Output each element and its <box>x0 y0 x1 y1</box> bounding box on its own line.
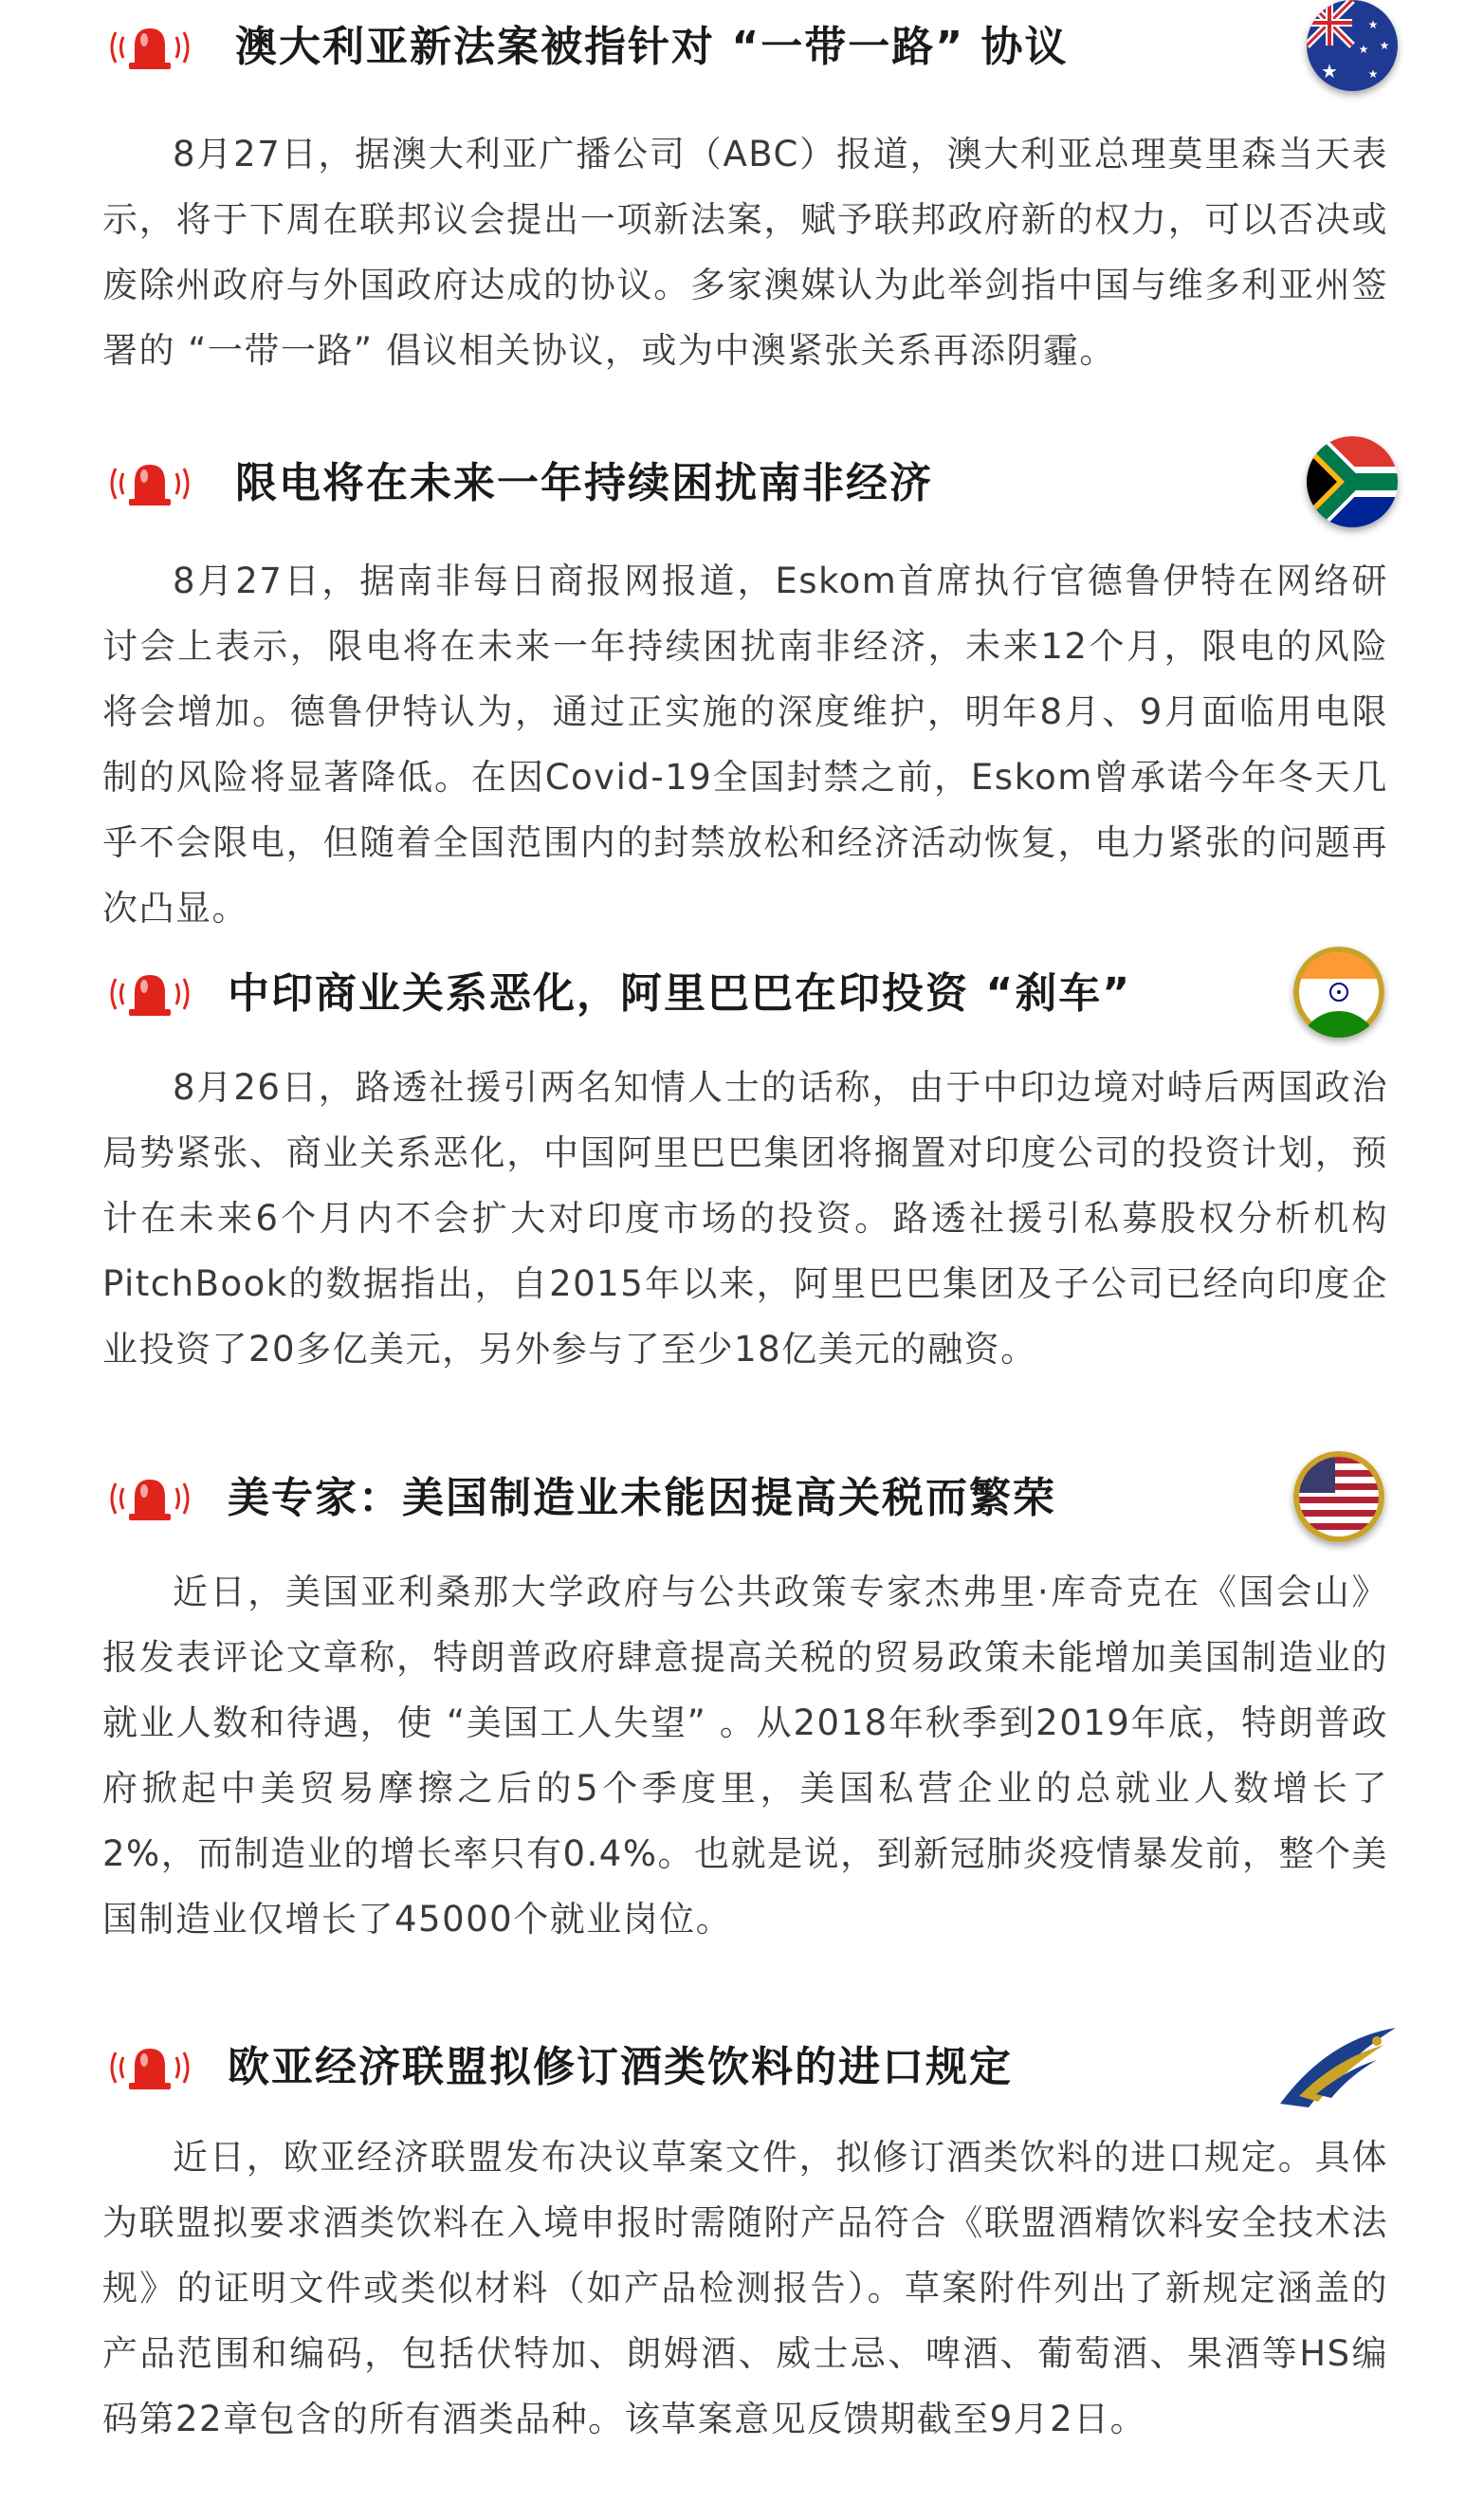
news-item-south-africa <box>0 436 1484 929</box>
south-africa-flag-icon <box>1307 436 1398 527</box>
news-item-usa <box>0 1451 1484 1940</box>
news-body: 近日，欧亚经济联盟发布决议草案文件，拟修订酒类饮料的进口规定。具体为联盟拟要求酒类饮料在入境申报时需随附产品符合《联盟酒精饮料安全技术法规》的证明文件或类似材料（如产品检测报告）。草案附件列出了新规定涵盖的产品范围和编码，包括伏特加、朗姆酒、威士忌、啤酒、葡萄酒、果酒等HS编码第22章包含的所有酒类品种。该草案意见反馈期截至9月2日。 <box>102 2137 1388 2439</box>
news-body: 8月27日，据澳大利亚广播公司（ABC）报道，澳大利亚总理莫里森当天表示，将于下周在联邦议会提出一项新法案，赋予联邦政府新的权力，可以否决或废除州政府与外国政府达成的协议。多家澳媒认为此举剑指中国与维多利亚州签署的 “一带一路” 倡议相关协议，或为中澳紧张关系再添阴霾。 <box>102 134 1388 371</box>
svg-text:★: ★ <box>1379 39 1390 52</box>
news-header <box>0 2020 1484 2125</box>
news-header <box>0 947 1484 1051</box>
news-header <box>0 1451 1484 1555</box>
news-body: 8月26日，路透社援引两名知情人士的话称，由于中印边境对峙后两国政治局势紧张、商业关系恶化，中国阿里巴巴集团将搁置对印度公司的投资计划，预计在未来6个月内不会扩大对印度市场的投资。路透社援引私募股权分析机构PitchBook的数据指出，自2015年以来，阿里巴巴集团及子公司已经向印度企业投资了20多亿美元，另外参与了至少18亿美元的融资。 <box>102 1067 1388 1370</box>
svg-text:★: ★ <box>1358 43 1369 56</box>
news-title: 限电将在未来一年持续困扰南非经济 <box>235 459 933 507</box>
svg-text:★: ★ <box>1367 67 1379 81</box>
australia-flag-icon <box>1307 0 1398 91</box>
news-item-australia <box>0 0 1484 371</box>
news-title: 美专家：美国制造业未能因提高关税而繁荣 <box>228 1474 1056 1522</box>
svg-text:★: ★ <box>1367 18 1379 31</box>
svg-text:★: ★ <box>1321 60 1338 83</box>
eaeu-logo-icon <box>1271 2020 1403 2111</box>
alarm-bell-icon <box>102 2039 197 2096</box>
alarm-bell-icon <box>102 1470 197 1527</box>
news-title: 中印商业关系恶化，阿里巴巴在印投资 “刹车” <box>228 969 1132 1018</box>
alarm-bell-icon <box>102 455 197 512</box>
news-title: 欧亚经济联盟拟修订酒类饮料的进口规定 <box>228 2043 1013 2091</box>
news-item-eaeu <box>0 2020 1484 2439</box>
alarm-bell-icon <box>102 19 197 76</box>
india-flag-icon <box>1293 947 1384 1038</box>
news-body: 近日，美国亚利桑那大学政府与公共政策专家杰弗里·库奇克在《国会山》报发表评论文章称，特朗普政府肆意提高关税的贸易政策未能增加美国制造业的就业人数和待遇，使 “美国工人失望” 。从2018年秋季到2019年底，特朗普政府掀起中美贸易摩擦之后的5个季度里，美国私营企业的总就业人数增长了2%，而制造业的增长率只有0.4%。也就是说，到新冠肺炎疫情暴发前，整个美国制造业仅增长了45000个就业岗位。 <box>102 1572 1388 1940</box>
news-item-india <box>0 947 1484 1370</box>
news-body: 8月27日，据南非每日商报网报道，Eskom首席执行官德鲁伊特在网络研讨会上表示，限电将在未来一年持续困扰南非经济，未来12个月，限电的风险将会增加。德鲁伊特认为，通过正实施的深度维护，明年8月、9月面临用电限制的风险将显著降低。在因Covid-19全国封禁之前，Eskom曾承诺今年冬天几乎不会限电，但随着全国范围内的封禁放松和经济活动恢复，电力紧张的问题再次凸显。 <box>102 561 1388 929</box>
news-header <box>0 436 1484 541</box>
news-header <box>0 0 1484 104</box>
usa-flag-icon <box>1293 1451 1384 1542</box>
news-title: 澳大利亚新法案被指针对 “一带一路” 协议 <box>235 23 1069 71</box>
alarm-bell-icon <box>102 966 197 1022</box>
